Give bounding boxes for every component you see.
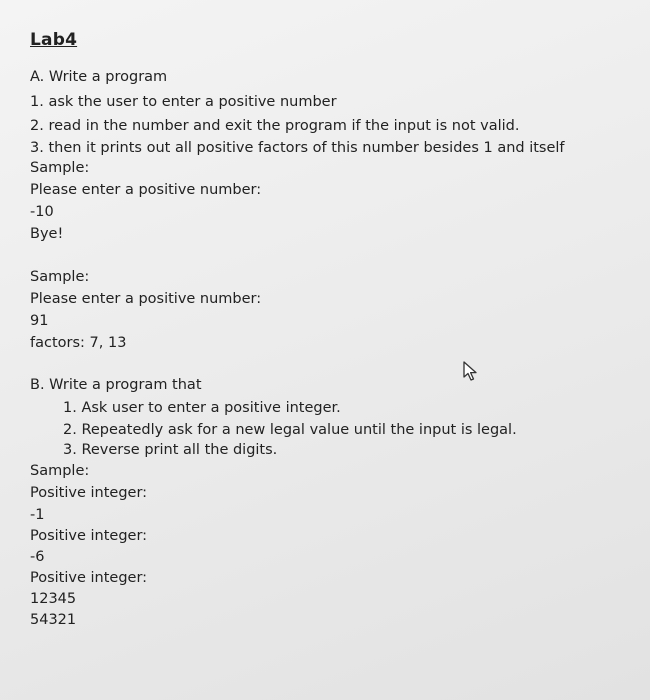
section-a-sample2-prompt: Please enter a positive number: xyxy=(30,291,262,307)
section-b-step-2: 2. Repeatedly ask for a new legal value until the input is legal. xyxy=(63,422,517,438)
section-b-sample-line: Positive integer: xyxy=(30,485,148,501)
section-a-sample2-output: factors: 7, 13 xyxy=(30,335,127,351)
mouse-pointer-icon xyxy=(462,361,482,383)
section-a-sample1-label: Sample: xyxy=(30,160,90,176)
section-a-sample2-label: Sample: xyxy=(30,269,90,285)
section-a-sample1-input: -10 xyxy=(30,204,54,220)
page-title: Lab4 xyxy=(30,30,78,50)
section-a-step-3: 3. then it prints out all positive factors of this number besides 1 and itself xyxy=(30,140,565,156)
section-a-sample1-prompt: Please enter a positive number: xyxy=(30,182,262,198)
section-b-sample-line: -6 xyxy=(30,549,45,565)
section-a-step-2: 2. read in the number and exit the program if the input is not valid. xyxy=(30,118,520,134)
section-b-sample-line: 54321 xyxy=(30,612,77,628)
section-b-sample-line: Positive integer: xyxy=(30,570,148,586)
section-b-sample-label: Sample: xyxy=(30,463,90,479)
section-a-step-1: 1. ask the user to enter a positive number xyxy=(30,94,337,110)
section-a-sample1-output: Bye! xyxy=(30,226,64,242)
section-b-sample-line: Positive integer: xyxy=(30,528,148,544)
section-a-sample2-input: 91 xyxy=(30,313,49,329)
section-b-step-1: 1. Ask user to enter a positive integer. xyxy=(63,400,341,416)
section-b-heading: B. Write a program that xyxy=(30,377,202,393)
section-b-sample-line: -1 xyxy=(30,507,45,523)
section-a-heading: A. Write a program xyxy=(30,69,168,85)
section-b-sample-line: 12345 xyxy=(30,591,77,607)
section-b-step-3: 3. Reverse print all the digits. xyxy=(63,442,278,458)
